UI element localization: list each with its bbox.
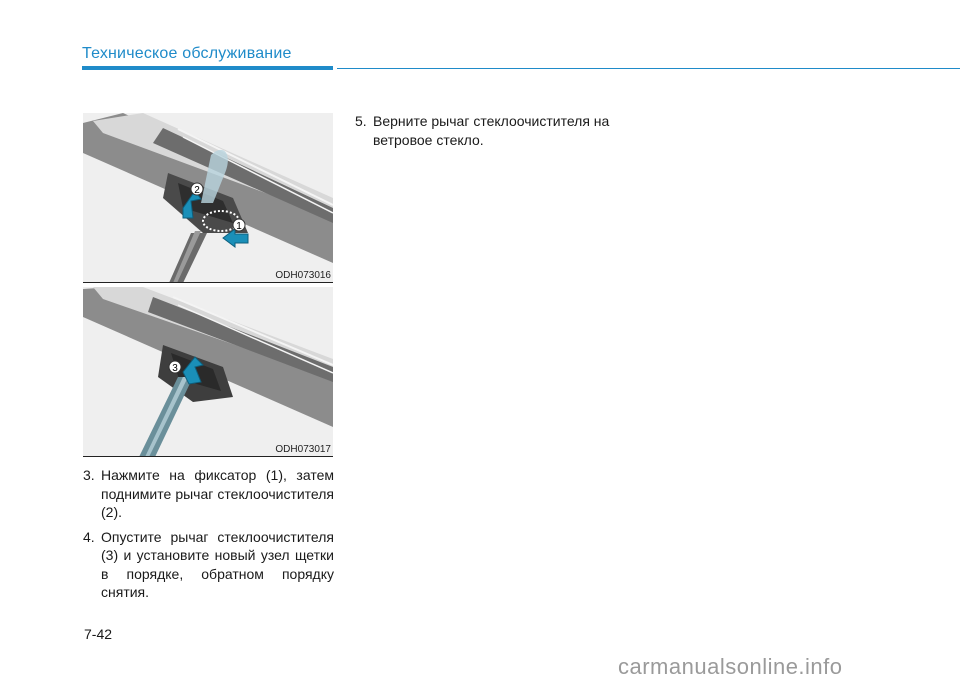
figure-rule — [83, 282, 333, 283]
figure-code: ODH073016 — [275, 270, 331, 281]
step-text: Нажмите на фиксатор (1), затем поднимите рычаг стеклоочистителя (2). — [101, 467, 334, 520]
step-number: 3. — [83, 467, 95, 483]
wiper-illustration-1 — [83, 113, 333, 283]
figure-rule — [83, 456, 333, 457]
figure-wiper-lower — [83, 287, 333, 457]
step-item — [83, 466, 334, 522]
page-number: 7-42 — [84, 626, 113, 642]
callout-2: 2 — [194, 185, 200, 196]
header-rule-thick — [82, 66, 333, 70]
step-number: 5. — [355, 113, 367, 129]
callout-1: 1 — [236, 221, 242, 232]
step-item — [83, 528, 334, 602]
steps-left-column — [83, 466, 334, 608]
steps-right-column — [355, 112, 635, 155]
figure-code: ODH073017 — [275, 444, 331, 455]
header-rule-thin — [337, 68, 960, 69]
step-item — [355, 112, 635, 149]
wiper-illustration-2 — [83, 287, 333, 457]
step-text: Опустите рычаг стеклоочистителя (3) и установите новый узел щетки в порядке, обратном порядку снятия. — [101, 528, 334, 600]
callout-3: 3 — [172, 363, 178, 374]
watermark: carmanualsonline.info — [618, 654, 843, 679]
section-title: Техническое обслуживание — [82, 45, 292, 62]
step-number: 4. — [83, 528, 95, 545]
figure-wiper-release — [83, 113, 333, 283]
step-text: Верните рычаг стеклоочистителя на ветровое стекло. — [373, 113, 610, 148]
